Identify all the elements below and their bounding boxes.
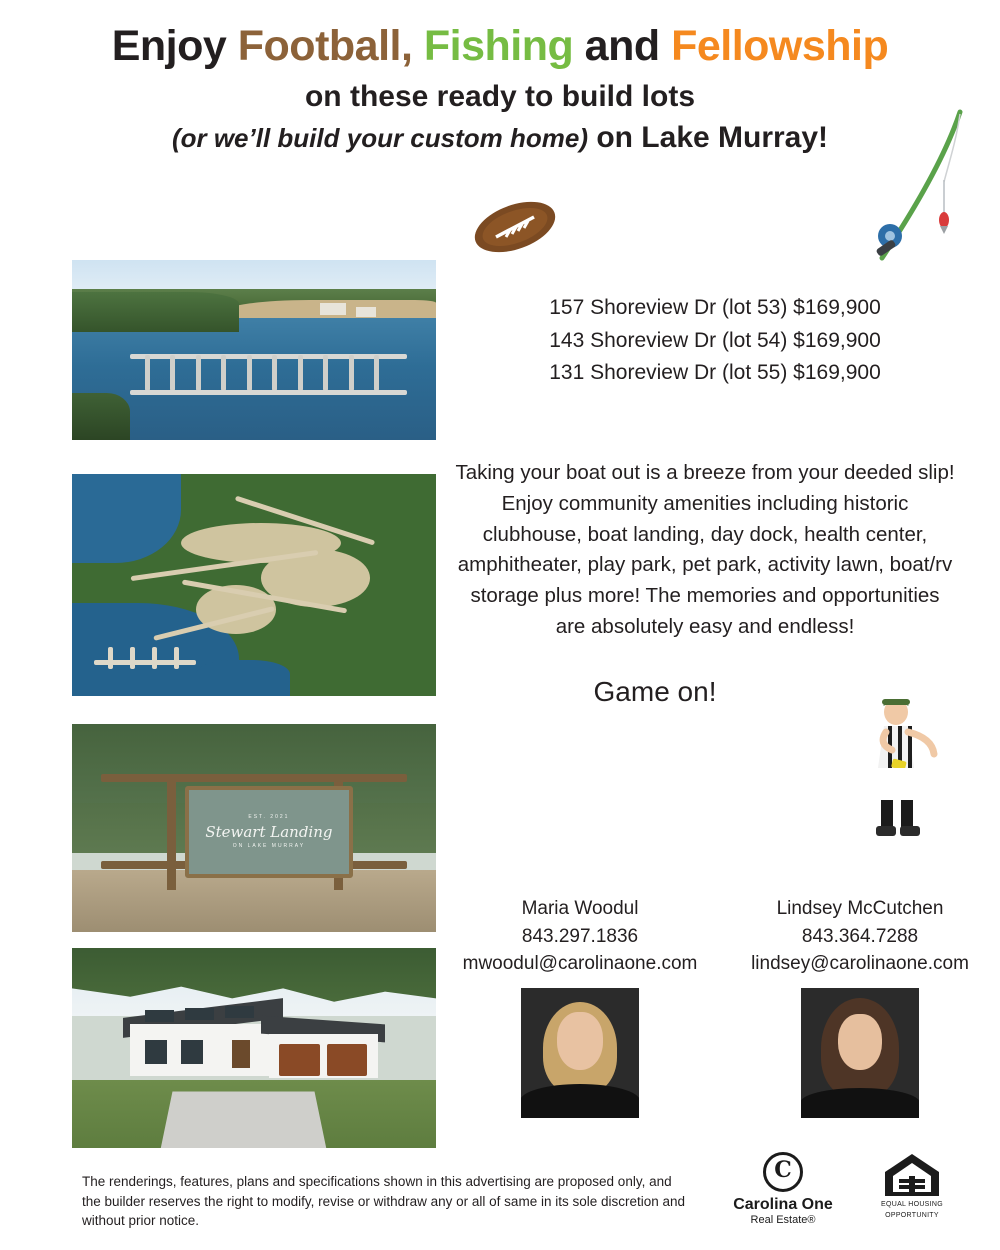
headline-block xyxy=(0,22,1000,155)
carolina-one-mark: C xyxy=(763,1152,803,1192)
sign-est-text: EST. 2021 xyxy=(248,814,290,821)
carolina-one-logo xyxy=(718,1152,848,1226)
listing-item: 157 Shoreview Dr (lot 53) $169,900 xyxy=(549,296,881,319)
equal-housing-icon xyxy=(883,1152,941,1198)
photo-home-rendering xyxy=(72,948,436,1148)
equal-housing-logo xyxy=(872,1152,952,1220)
agent-card-maria xyxy=(455,895,705,1118)
sign-subtitle: ON LAKE MURRAY xyxy=(232,843,306,850)
carolina-one-name: Carolina One xyxy=(733,1196,833,1213)
agent-email[interactable]: lindsey@carolinaone.com xyxy=(751,953,969,975)
photo-marina xyxy=(72,260,436,440)
headline-line-3 xyxy=(0,121,1000,156)
headline-football: Football, xyxy=(237,22,413,70)
football-icon xyxy=(470,196,560,258)
headline-fellowship: Fellowship xyxy=(671,22,889,70)
equal-housing-line-1: EQUAL HOUSING xyxy=(881,1201,943,1208)
agent-name: Maria Woodul xyxy=(521,898,639,919)
avatar-lindsey xyxy=(801,988,919,1118)
headline-and: and xyxy=(573,22,672,70)
fishing-rod-icon xyxy=(852,108,972,268)
equal-housing-line-2: OPPORTUNITY xyxy=(885,1212,939,1220)
agent-name: Lindsey McCutchen xyxy=(776,898,944,919)
game-on-text: Game on! xyxy=(593,676,717,707)
agent-phone[interactable]: 843.297.1836 xyxy=(521,925,639,947)
body-copy: Taking your boat out is a breeze from your deeded slip! Enjoy community amenities including historic clubhouse, boat landing, day dock, health center, amphitheater, play park, pet park, activity lawn, boat/rv storage plus more! The memories and opportunities are absolutely easy and endless! xyxy=(455,461,955,638)
headline-fishing: Fishing xyxy=(412,22,574,70)
headline-custom-home-note: (or we’ll build your custom home) xyxy=(171,122,588,153)
agent-phone[interactable]: 843.364.7288 xyxy=(801,925,919,947)
listings-block xyxy=(480,292,950,390)
agent-email[interactable]: mwoodul@carolinaone.com xyxy=(462,953,698,975)
referee-icon xyxy=(852,682,957,862)
disclaimer-text: The renderings, features, plans and specifications shown in this advertising are proposed only, and the builder reserves the right to modify, revise or withdraw any or all of same in its sole discretion and without prior notice. xyxy=(82,1174,686,1229)
photo-community-sign xyxy=(72,724,436,932)
carolina-one-subtitle: Real Estate® xyxy=(750,1213,816,1226)
photo-aerial-development xyxy=(72,474,436,696)
avatar-maria xyxy=(521,988,639,1118)
headline-line-2: on these ready to build lots xyxy=(304,80,696,114)
listing-item: 131 Shoreview Dr (lot 55) $169,900 xyxy=(549,361,881,385)
headline-lake-murray: on Lake Murray! xyxy=(587,120,829,154)
headline-line-1 xyxy=(0,22,1000,70)
sign-board xyxy=(185,786,353,877)
headline-enjoy: Enjoy xyxy=(111,22,238,70)
listing-item: 143 Shoreview Dr (lot 54) $169,900 xyxy=(549,328,881,352)
agent-card-lindsey xyxy=(735,895,985,1118)
sign-community-name: Stewart Landing xyxy=(205,823,333,842)
